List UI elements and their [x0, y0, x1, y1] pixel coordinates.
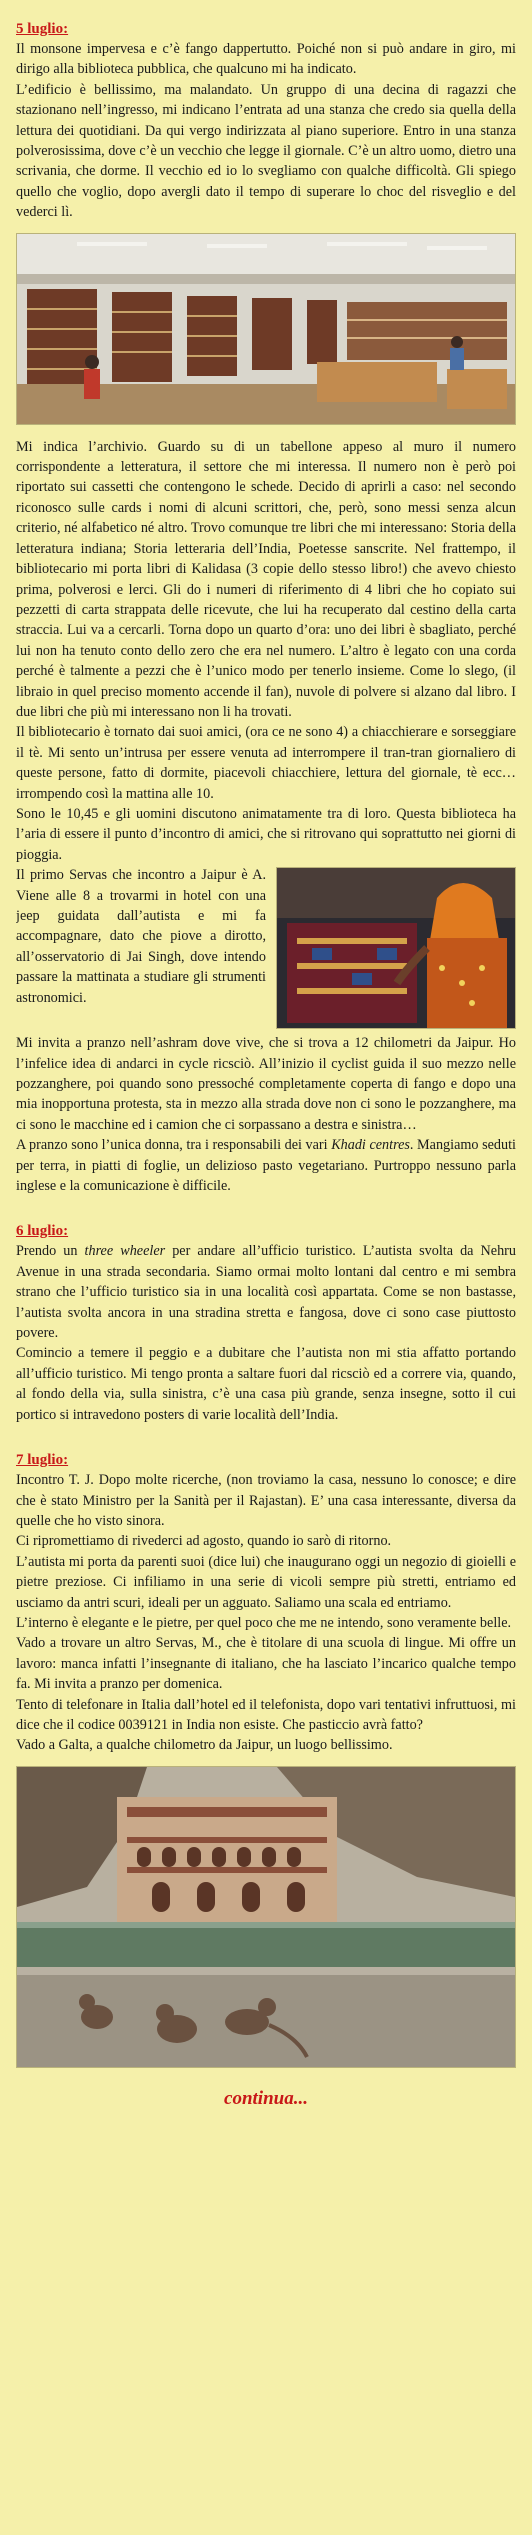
paragraph: Tento di telefonare in Italia dall’hotel ed il telefonista, dopo vari tentativi infruttuosi, mi dice che il codice 0039121 in India non esiste. Che pasticcio avrà fatto?: [16, 1696, 516, 1733]
paragraph: Ci ripromettiamo di rivederci ad agosto, quando io sarò di ritorno.: [16, 1533, 392, 1550]
paragraph: Vado a Galta, a qualche chilometro da Jaipur, un luogo bellissimo.: [16, 1737, 393, 1754]
diary-page: [16, 0, 516, 2110]
paragraph: Vado a trovare un altro Servas, M., che è titolare di una scuola di lingue. Mi offre un lavoro: manca infatti l’insegnante di italiano, che ha lasciato l’incarico qualche tempo fa. Mi invita a pranzo per domenica.: [16, 1635, 516, 1693]
entry-7-luglio: [16, 1451, 516, 2068]
entry-date: 7 luglio:: [16, 1452, 69, 1469]
paragraph: [16, 1241, 516, 1343]
entry-date: 6 luglio:: [16, 1223, 69, 1240]
paragraph: L’edificio è bellissimo, ma malandato. Un gruppo di una decina di ragazzi che stazionano nell’ingresso, mi indicano l’entrata ad una stanza che credo sia quella della lettura dei quotidiani. Da qui vergo indirizzata al piano superiore. Entro in una stanza polverosissima, dove c’è un vecchio che legge il giornale. C’è un altro uomo, dietro una scrivania, che dorme. Il vecchio ed io lo svegliamo con qualche difficoltà. Gli spiego quello che voglio, dopo avergli dato il tempo di superare lo choc del risveglio e del vederci lì.: [16, 81, 516, 221]
library-photo: [16, 233, 516, 425]
paragraph: Comincio a temere il peggio e a dubitare che l’autista non mi stia affatto portando all’ufficio turistico. Mi tengo pronta a saltare fuori dal ricsciò ed a correre via, quando, al fondo della via, sulla sinistra, c’è una casa più grande, senza insegne, sotto il cui portico si intravedono posters di varie località dell’India.: [16, 1345, 516, 1423]
paragraph: Il bibliotecario è tornato dai suoi amici, (ora ce ne sono 4) a chiacchierare e sorseggiare il tè. Mi sento un’intrusa per essere venuta ad interrompere il tran-tran giornaliero di queste persone, fatto di dormite, piacevoli chiacchiere, lettura del giornale, tè ecc… irrompendo così la mattina alle 10.: [16, 724, 516, 802]
khadi-centres-term: Khadi centres: [331, 1137, 410, 1154]
three-wheeler-term: three wheeler: [84, 1243, 166, 1260]
galta-temple-photo: [16, 1766, 516, 2068]
paragraph: Il monsone impervesa e c’è fango dappertutto. Poiché non si può andare in giro, mi dirigo alla biblioteca pubblica, che qualcuno mi ha indicato.: [16, 41, 516, 78]
paragraph: L’autista mi porta da parenti suoi (dice lui) che inaugurano oggi un negozio di gioielli e pietre preziose. Ci infiliamo in una serie di vicoli sempre più stretti, entriamo ed usciamo da antri scuri, ideali per un agguato. Saliamo una scala ed entriamo.: [16, 1553, 516, 1611]
text-span: . Mangiamo seduti per terra, in piatti di foglie, un delizioso pasto vegetariano. Purtroppo nessuno parla inglese e la comunicazione è difficile.: [16, 1137, 516, 1195]
entry-date: 5 luglio:: [16, 21, 69, 37]
entry-5-luglio: [16, 20, 516, 1196]
entry-6-luglio: [16, 1222, 516, 1425]
paragraph: Il primo Servas che incontro a Jaipur è A. Viene alle 8 a trovarmi in hotel con una jeep guidata dall’autista e mi fa accompagnare, dato che piove a dirotto, all’osservatorio di Jai Singh, dove intendo passare la mattinata a studiare gli strumenti astronomici.: [16, 867, 266, 1006]
text-span: per andare all’ufficio turistico. L’autista svolta da Nehru Avenue in una strada secondaria. Siamo ormai molto lontani dal centro e mi sembra strano che l’ufficio turistico sia in una località così appartata. Come se non bastasse, l’autista svolta ancora in una stradina stretta e fangosa, dove ci sono case piuttosto povere.: [16, 1243, 516, 1342]
paragraph: Sono le 10,45 e gli uomini discutono animatamente tra di loro. Questa biblioteca ha l’aria di essere il punto d’incontro di amici, che si ritrovano qui soprattutto nei giorni di pioggia.: [16, 805, 516, 863]
text-span: A pranzo sono l’unica donna, tra i responsabili dei vari: [16, 1137, 332, 1154]
paragraph: Mi invita a pranzo nell’ashram dove vive, che si trova a 12 chilometri da Jaipur. Ho l’infelice idea di andarci in cycle ricsciò. All’inizio il cyclist guida il suo mezzo nelle pozzanghere, poi quando sono pressoché completamente coperta di fango e dopo una mia inopportuna protesta, sta in mezzo alla strada dove non ci sono le pozzanghere, ma ci sono le macchine ed i camion che ci sorpassano a destra e sinistra…: [16, 1035, 516, 1133]
float-block: [16, 865, 516, 1033]
text-span: Prendo un: [16, 1243, 85, 1260]
paragraph: Mi indica l’archivio. Guardo su di un tabellone appeso al muro il numero corrispondente a letteratura, il settore che mi interessa. Il numero non è però poi riportato sui cassetti che contengono le schede. Decido di aprirli a caso: nel secondo riconosco sulle cards i nomi di alcuni scrittori, che, però, sono messi senza alcun criterio, né alfabetico né altro. Trovo comunque tre libri che mi interessano: Storia della letteratura indiana; Storia letteraria dell’India, Poetesse sanscrite. Nel frattempo, il bibliotecario mi porta libri di Kalidasa (3 copie dello stesso libro!) che avevo chiesto prima, polverosi e lerci. Gli do i numeri di riferimento di 4 libri che ho copiato sui pezzetti di carta strappata delle ricevute, che lui ha recuperato dal cestino della carta straccia. Lui va a cercarli. Torna dopo un quarto d’ora: uno dei libri è sbagliato, perché lui non ha tenuto conto dello zero che era nel numero. L’altro è legato con una corda perché è talmente a pezzi che è l’unico modo per tenerlo insieme. Come lo slego, (il libraio in quel preciso momento accende il fan), nuvole di polvere si alzano dal libro. I due libri che più mi interessano non li ha trovati.: [16, 438, 516, 720]
weaving-woman-photo: [276, 867, 516, 1029]
continua-link[interactable]: continua...: [224, 2087, 308, 2109]
paragraph: [16, 1135, 516, 1196]
paragraph: L’interno è elegante e le pietre, per quel poco che me ne intendo, sono veramente belle.: [16, 1614, 512, 1631]
paragraph: Incontro T. J. Dopo molte ricerche, (non troviamo la casa, nessuno lo conosce; e dire che è stato Ministro per la Sanità per il Rajastan). E’ una casa interessante, diversa da quelle che ho visto sinora.: [16, 1472, 516, 1529]
